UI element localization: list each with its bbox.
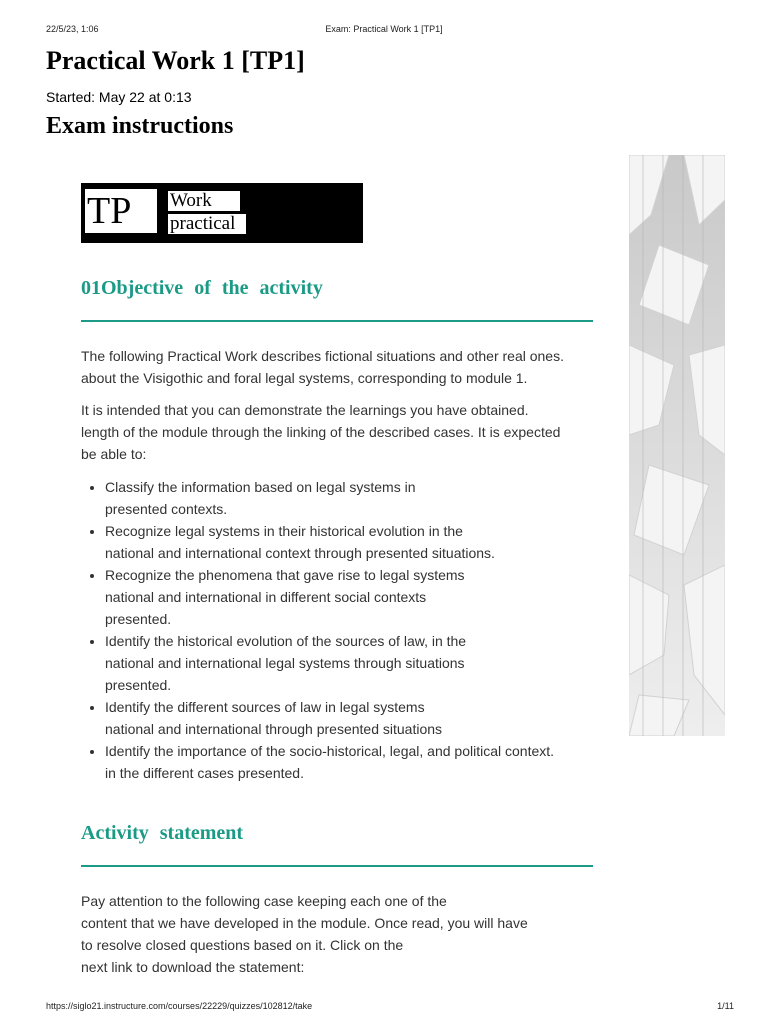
- list-item-line: presented contexts.: [105, 501, 228, 517]
- tp-banner: [81, 183, 363, 243]
- statement-line: Pay attention to the following case keeping each one of the: [81, 893, 447, 909]
- list-item: [105, 630, 635, 696]
- objective-heading: 01Objective of the activity: [81, 277, 323, 299]
- activity-divider: [81, 865, 593, 867]
- instructions-heading: Exam instructions: [46, 113, 234, 139]
- list-item-line: presented.: [105, 611, 172, 627]
- list-item-line: Identify the importance of the socio-historical, legal, and political context.: [105, 743, 555, 759]
- print-datetime: 22/5/23, 1:06: [46, 24, 99, 34]
- list-item: [105, 476, 635, 520]
- intro-line: about the Visigothic and foral legal systems, corresponding to module 1.: [81, 370, 528, 386]
- list-item-line: presented.: [105, 677, 172, 693]
- activity-statement-heading: Activity statement: [81, 822, 244, 844]
- print-page-title: Exam: Practical Work 1 [TP1]: [325, 24, 443, 34]
- list-item: [105, 740, 635, 784]
- intent-paragraph: [81, 399, 611, 465]
- decorative-side-image: [629, 155, 725, 736]
- list-item: [105, 520, 635, 564]
- statement-paragraph: [81, 890, 611, 978]
- list-item-line: Recognize the phenomena that gave rise to legal systems: [105, 567, 465, 583]
- banner-line-2: practical: [168, 214, 246, 234]
- objectives-list: [81, 476, 635, 784]
- list-item-line: national and international in different social contexts: [105, 589, 427, 605]
- list-item-line: Identify the different sources of law in legal systems: [105, 699, 425, 715]
- list-item-line: national and international context through presented situations.: [105, 545, 495, 561]
- page-title: Practical Work 1 [TP1]: [46, 46, 305, 75]
- list-item-line: Identify the historical evolution of the sources of law, in the: [105, 633, 467, 649]
- architecture-pattern-icon: [629, 155, 725, 736]
- banner-code: TP: [85, 189, 157, 233]
- intro-line: The following Practical Work describes fictional situations and other real ones.: [81, 348, 564, 364]
- list-item-line: Recognize legal systems in their historical evolution in the: [105, 523, 463, 539]
- intent-line: be able to:: [81, 446, 147, 462]
- list-item: [105, 696, 635, 740]
- objective-divider: [81, 320, 593, 322]
- print-url: https://siglo21.instructure.com/courses/22229/quizzes/102812/take: [46, 1001, 313, 1011]
- banner-line-1: Work: [168, 191, 240, 211]
- intent-line: length of the module through the linking of the described cases. It is expected: [81, 424, 561, 440]
- list-item: [105, 564, 635, 630]
- list-item-line: in the different cases presented.: [105, 765, 304, 781]
- intent-line: It is intended that you can demonstrate the learnings you have obtained.: [81, 402, 529, 418]
- started-time: Started: May 22 at 0:13: [46, 89, 192, 105]
- statement-line: next link to download the statement:: [81, 959, 305, 975]
- statement-line: content that we have developed in the module. Once read, you will have: [81, 915, 528, 931]
- intro-paragraph: [81, 345, 611, 389]
- list-item-line: Classify the information based on legal systems in: [105, 479, 416, 495]
- print-page-number: 1/11: [717, 1001, 734, 1011]
- list-item-line: national and international through presented situations: [105, 721, 443, 737]
- statement-line: to resolve closed questions based on it. Click on the: [81, 937, 404, 953]
- list-item-line: national and international legal systems through situations: [105, 655, 465, 671]
